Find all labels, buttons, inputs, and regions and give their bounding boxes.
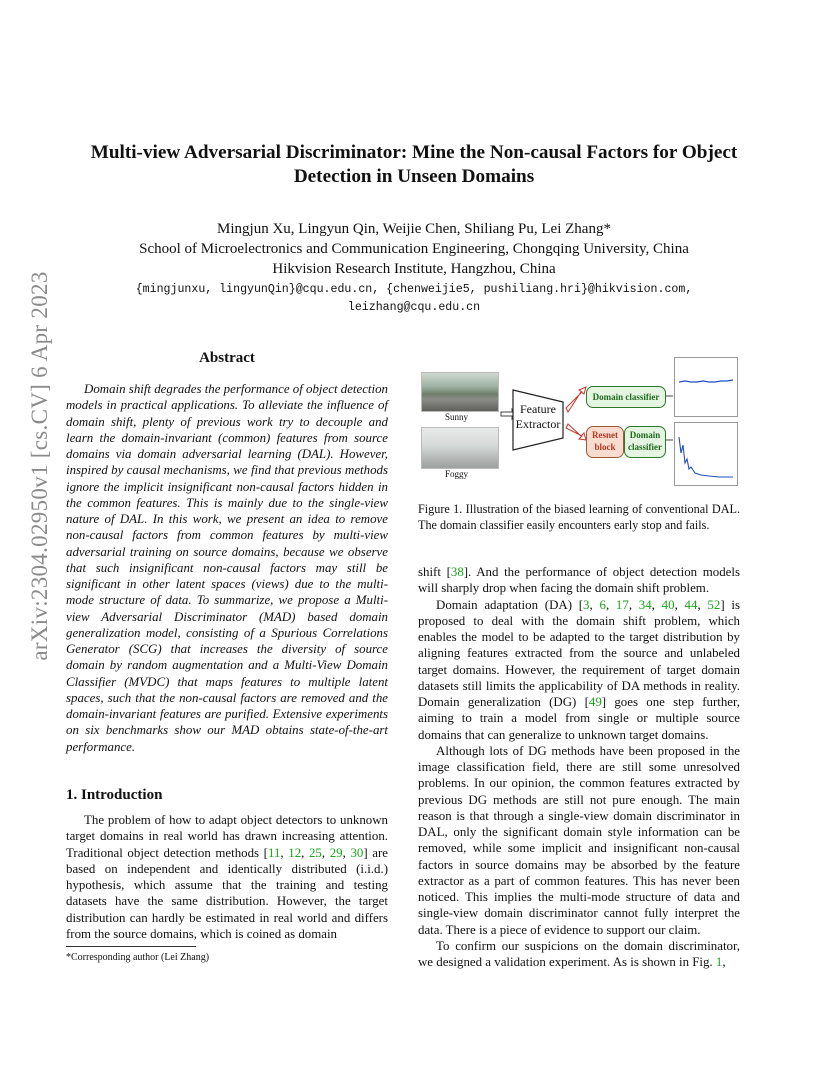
resnet-line-1: Resnet bbox=[592, 430, 618, 440]
citation-link[interactable]: 17 bbox=[615, 597, 629, 612]
domain-classifier-top-label: Domain classifier bbox=[592, 392, 660, 402]
citation-link[interactable]: 12 bbox=[288, 845, 302, 860]
figure-reference-link[interactable]: 1 bbox=[715, 955, 723, 969]
emails-line-2: leizhang@cqu.edu.cn bbox=[347, 301, 481, 314]
section-heading-introduction: 1. Introduction bbox=[66, 787, 163, 803]
right-paragraph-3 bbox=[418, 938, 740, 971]
citation-link[interactable]: 44 bbox=[684, 597, 698, 612]
affiliation-2: Hikvision Research Institute, Hangzhou, China bbox=[272, 261, 556, 277]
citation-link[interactable]: 25 bbox=[308, 845, 322, 860]
emails-line-1: {mingjunxu, lingyunQin}@cqu.edu.cn, {chenweijie5, pushiliang.hri}@hikvision.com, bbox=[135, 283, 693, 296]
right-text: ] goes one step further, aiming to train a model from single or multiple source domains that can generalize to unknown target domains. bbox=[418, 695, 740, 742]
feature-extractor-line-2: Extractor bbox=[515, 417, 561, 431]
title-line-1: Multi-view Adversarial Discriminator: Mine the Non-causal Factors for Object bbox=[90, 142, 738, 163]
citation-link[interactable]: 49 bbox=[588, 695, 602, 709]
paper-title bbox=[40, 141, 788, 189]
domain-classifier-bottom-box bbox=[624, 426, 666, 458]
citation-link[interactable]: 52 bbox=[707, 597, 721, 612]
feature-extractor-line-1: Feature bbox=[520, 402, 556, 416]
right-text: , bbox=[722, 955, 726, 969]
right-paragraph-1: Domain adaptation (DA) [3, 6, 17, 34, 40, 44, 52] is proposed to deal with the domain shift problem, which enables the model to be adapted to the target distribution by aligning features extracted from the source and unlabeled target domains. However, the requirement of target domain datasets still limits the applicability of DA methods in reality. Domain generalization (DG) [49] goes one step further, aiming to train a model from single or multiple source domains that can generalize to unknown target domains. bbox=[418, 597, 740, 742]
bottom-loss-plot bbox=[674, 422, 738, 486]
feature-extractor-label bbox=[513, 402, 563, 432]
citation-link[interactable]: 6 bbox=[599, 597, 606, 612]
author-names: Mingjun Xu, Lingyun Qin, Weijie Chen, Shiliang Pu, Lei Zhang* bbox=[217, 221, 611, 237]
top-loss-curve bbox=[675, 358, 737, 416]
footnote-rule bbox=[66, 946, 196, 947]
foggy-label: Foggy bbox=[445, 469, 469, 479]
right-paragraph-0 bbox=[418, 564, 740, 597]
resnet-line-2: block bbox=[594, 442, 616, 452]
introduction-column bbox=[66, 812, 388, 942]
right-text: To confirm our suspicions on the domain discriminator, we designed a validation experiment. As is shown in Fig. bbox=[418, 938, 740, 969]
author-emails bbox=[40, 281, 788, 317]
bottom-loss-curve bbox=[675, 423, 737, 485]
domain-classifier-bottom-line-1: Domain bbox=[629, 430, 661, 440]
affiliation-1: School of Microelectronics and Communication Engineering, Chongqing University, China bbox=[139, 241, 689, 257]
footnote: *Corresponding author (Lei Zhang) bbox=[66, 952, 210, 963]
abstract-heading: Abstract bbox=[199, 350, 255, 366]
intro-text: The problem of how to adapt object detectors to unknown target domains in real world has drawn increasing attention. Traditional object detection methods [ bbox=[66, 813, 388, 860]
citation-link[interactable]: 11 bbox=[267, 845, 281, 860]
intro-paragraph: The problem of how to adapt object detectors to unknown target domains in real world has drawn increasing attention. Traditional object detection methods [11, 12, 25, 29, 30] are based on independent and identically distributed (i.i.d.) hypothesis, which assume that the training and testing datasets have the same distribution. However, the target distribution can hardly be estimated in real world and differs from the source domains, which is coined as domain bbox=[66, 813, 388, 941]
citation-link[interactable]: 29 bbox=[329, 845, 343, 860]
citation-link[interactable]: 38 bbox=[450, 565, 464, 579]
title-line-2: Detection in Unseen Domains bbox=[293, 166, 535, 187]
figure-1 bbox=[418, 352, 740, 490]
intro-text: ] are based on independent and identically distributed (i.i.d.) hypothesis, which assume that the training and testing datasets have the same distribution. However, the target distribution can hardly be estimated in real world and differs from the source domains, which is coined as domain bbox=[66, 845, 388, 941]
right-text: ]. And the performance of object detection models will sharply drop when facing the domain shift problem. bbox=[418, 565, 740, 596]
right-text: Domain adaptation (DA) [ bbox=[436, 597, 584, 612]
citation-link[interactable]: 30 bbox=[350, 845, 364, 860]
abstract-text: Domain shift degrades the performance of object detection models in practical applications. To alleviate the influence of domain shift, plenty of previous work try to decouple and learn the domain-invariant (common) features from source domains via domain adversarial learning (DAL). However, inspired by causal mechanisms, we find that previous methods ignore the implicit insignificant non-causal factors hidden in the common features. This is mainly due to the single-view nature of DAL. In this work, we present an idea to remove non-causal factors from common features by multi-view adversarial training on source domains, because we observe that such insignificant non-causal factors may still be significant in other latent spaces (views) due to the multi-mode structure of data. To summarize, we propose a Multi-view Adversarial Discriminator (MAD) based domain generalization model, consisting of a Spurious Correlations Generator (SCG) that increases the diversity of source domain by random augmentation and a Multi-View Domain Classifier (MVDC) that maps features to multiple latent spaces, such that the non-causal factors are removed and the domain-invariant features are purified. Extensive experiments on six benchmarks show our MAD obtains state-of-the-art performance. bbox=[66, 382, 388, 754]
citation-link[interactable]: 40 bbox=[661, 597, 675, 612]
citation-link[interactable]: 3 bbox=[583, 597, 590, 612]
right-text: ] is proposed to deal with the domain shift problem, which enables the model to be adapted to the target distribution by aligning features extracted from the source and unlabeled target domains. However, the requirement of target domain datasets still limits the applicability of DA methods in reality. Domain generalization (DG) [ bbox=[418, 597, 740, 709]
arxiv-identifier: arXiv:2304.02950v1 [cs.CV] 6 Apr 2023 bbox=[27, 271, 52, 661]
abstract-body bbox=[66, 381, 388, 755]
domain-classifier-bottom-line-2: classifier bbox=[628, 442, 662, 452]
top-loss-plot bbox=[674, 357, 738, 417]
right-paragraph-2: Although lots of DG methods have been proposed in the image classification field, there are still some unresolved problems. In our opinion, the common features extracted by previous DG methods are still not pure enough. The main reason is that through a single-view domain discriminator in DAL, only the significant domain style information can be removed, while some implicit and insignificant non-causal factors in source domains may be absorbed by the feature extractor as a part of common features. This has never been noticed. This implies the multi-mode structure of data and single-view domain discriminator cannot fully interpret the data. There is a piece of evidence to support our claim. bbox=[418, 743, 740, 937]
citation-link[interactable]: 34 bbox=[638, 597, 652, 612]
domain-classifier-top-box bbox=[586, 386, 666, 408]
sunny-label: Sunny bbox=[445, 412, 469, 422]
figure-1-caption: Figure 1. Illustration of the biased learning of conventional DAL. The domain classifier easily encounters early stop and fails. bbox=[418, 502, 740, 532]
right-text: shift [ bbox=[418, 565, 451, 579]
right-column bbox=[418, 564, 740, 970]
author-block bbox=[40, 219, 788, 279]
resnet-block-box bbox=[586, 426, 624, 458]
